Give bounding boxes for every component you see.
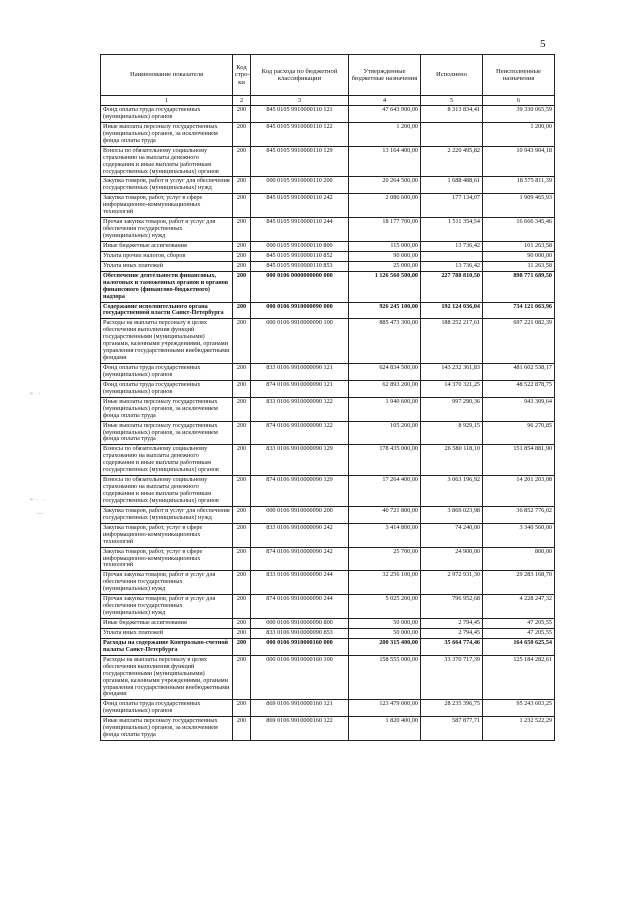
row-executed-cell: 1 511 354,54 <box>421 218 483 242</box>
row-classification-cell: 000 0106 0000000000 000 <box>251 271 349 302</box>
row-unexecuted-cell: 101 263,58 <box>483 241 555 251</box>
row-classification-cell: 874 0106 9910000090 129 <box>251 476 349 507</box>
row-executed-cell: 24 900,00 <box>421 547 483 571</box>
row-executed-cell: 2 794,45 <box>421 619 483 629</box>
row-executed-cell: 35 664 774,46 <box>421 638 483 655</box>
row-classification-cell: 845 0105 9910000110 242 <box>251 194 349 218</box>
row-executed-cell: 143 232 361,83 <box>421 364 483 381</box>
row-name-cell: Взносы по обязательному социальному страхованию на выплаты денежного содержания и иные выплаты работникам государственных (муниципальных) органов <box>101 146 233 177</box>
header-line-code: Код стро-ки <box>233 55 251 96</box>
row-approved-cell: 25 700,00 <box>349 547 421 571</box>
row-executed-cell <box>421 251 483 261</box>
row-name-cell: Взносы по обязательному социальному страхованию на выплаты денежного содержания и иные выплаты работникам государственных (муниципальных) органов <box>101 445 233 476</box>
table-row <box>101 595 555 619</box>
row-code-cell: 200 <box>233 251 251 261</box>
row-code-cell: 200 <box>233 445 251 476</box>
row-code-cell: 200 <box>233 547 251 571</box>
row-code-cell: 200 <box>233 476 251 507</box>
row-approved-cell: 885 473 300,00 <box>349 319 421 364</box>
row-name-cell: Закупка товаров, работ, услуг в сфере информационно-коммуникационных технологий <box>101 194 233 218</box>
row-classification-cell: 000 0106 9910000090 100 <box>251 319 349 364</box>
column-number: 5 <box>421 96 483 106</box>
row-approved-cell: 105 200,00 <box>349 421 421 445</box>
row-classification-cell: 869 0106 9910000160 121 <box>251 700 349 717</box>
row-code-cell: 200 <box>233 506 251 523</box>
column-number: 2 <box>233 96 251 106</box>
budget-execution-table <box>100 54 555 741</box>
row-classification-cell: 000 0106 9910000160 000 <box>251 638 349 655</box>
row-unexecuted-cell: 14 201 203,08 <box>483 476 555 507</box>
row-approved-cell: 17 264 400,00 <box>349 476 421 507</box>
table-row <box>101 364 555 381</box>
row-code-cell: 200 <box>233 319 251 364</box>
row-name-cell: Фонд оплаты труда государственных (муниципальных) органов <box>101 380 233 397</box>
row-unexecuted-cell: 164 650 625,54 <box>483 638 555 655</box>
row-code-cell: 200 <box>233 271 251 302</box>
table-row <box>101 122 555 146</box>
row-classification-cell: 845 0105 9910000110 244 <box>251 218 349 242</box>
row-classification-cell: 000 0106 9910000090 800 <box>251 619 349 629</box>
header-approved: Утвержденные бюджетные назначения <box>349 55 421 96</box>
row-executed-cell: 192 124 036,04 <box>421 302 483 319</box>
row-executed-cell: 2 220 495,82 <box>421 146 483 177</box>
margin-scribble-1: ≈ ·: <box>30 392 42 397</box>
row-unexecuted-cell: 10 943 904,18 <box>483 146 555 177</box>
row-executed-cell: 8 313 834,41 <box>421 106 483 123</box>
row-approved-cell: 200 315 400,00 <box>349 638 421 655</box>
row-name-cell: Закупка товаров, работ и услуг для обеспечения государственных (муниципальных) нужд <box>101 177 233 194</box>
row-approved-cell: 158 555 000,00 <box>349 655 421 700</box>
row-classification-cell: 000 0105 9910000110 800 <box>251 241 349 251</box>
row-code-cell: 200 <box>233 619 251 629</box>
row-unexecuted-cell: 943 309,64 <box>483 397 555 421</box>
row-classification-cell: 000 0106 9910000090 000 <box>251 302 349 319</box>
row-code-cell: 200 <box>233 717 251 741</box>
row-classification-cell: 833 0106 9910000090 244 <box>251 571 349 595</box>
table-row <box>101 251 555 261</box>
row-unexecuted-cell: 11 263,58 <box>483 261 555 271</box>
row-name-cell: Расходы на выплаты персоналу в целях обеспечения выполнения функций государственными (муниципальными) органами, казенными учреждениями, органами управления государственными внебюджетными фондами <box>101 655 233 700</box>
column-number: 3 <box>251 96 349 106</box>
table-row <box>101 717 555 741</box>
row-executed-cell: 13 736,42 <box>421 241 483 251</box>
row-code-cell: 200 <box>233 571 251 595</box>
row-executed-cell: 74 240,00 <box>421 523 483 547</box>
row-name-cell: Прочая закупка товаров, работ и услуг для обеспечения государственных (муниципальных) нужд <box>101 595 233 619</box>
row-classification-cell: 833 0106 9910000090 121 <box>251 364 349 381</box>
row-executed-cell: 1 688 488,61 <box>421 177 483 194</box>
table-row <box>101 476 555 507</box>
row-unexecuted-cell: 734 121 063,96 <box>483 302 555 319</box>
row-classification-cell: 845 0105 9910000110 129 <box>251 146 349 177</box>
row-approved-cell: 1 126 560 500,00 <box>349 271 421 302</box>
table-row <box>101 506 555 523</box>
row-approved-cell: 123 479 000,00 <box>349 700 421 717</box>
row-classification-cell: 845 0105 9910000110 852 <box>251 251 349 261</box>
row-classification-cell: 874 0106 9910000090 242 <box>251 547 349 571</box>
row-unexecuted-cell: 898 771 689,50 <box>483 271 555 302</box>
row-classification-cell: 845 0105 9910000110 853 <box>251 261 349 271</box>
row-name-cell: Иные выплаты персоналу государственных (муниципальных) органов, за исключением фонда оплаты труда <box>101 122 233 146</box>
row-classification-cell: 833 0106 9910000090 242 <box>251 523 349 547</box>
table-row <box>101 445 555 476</box>
row-unexecuted-cell: 96 270,85 <box>483 421 555 445</box>
row-approved-cell: 90 000,00 <box>349 251 421 261</box>
table-row <box>101 380 555 397</box>
row-unexecuted-cell: 95 243 603,25 <box>483 700 555 717</box>
row-executed-cell: 28 235 396,75 <box>421 700 483 717</box>
row-executed-cell: 177 134,07 <box>421 194 483 218</box>
table-row <box>101 638 555 655</box>
row-name-cell: Фонд оплаты труда государственных (муниципальных) органов <box>101 364 233 381</box>
table-row <box>101 421 555 445</box>
table-row <box>101 302 555 319</box>
row-unexecuted-cell: 697 221 082,39 <box>483 319 555 364</box>
table-row <box>101 628 555 638</box>
row-approved-cell: 624 834 500,00 <box>349 364 421 381</box>
row-executed-cell: 13 736,42 <box>421 261 483 271</box>
row-unexecuted-cell: 90 000,00 <box>483 251 555 261</box>
table-row <box>101 619 555 629</box>
row-classification-cell: 845 0105 9910000110 122 <box>251 122 349 146</box>
row-unexecuted-cell: 481 602 538,17 <box>483 364 555 381</box>
row-approved-cell: 2 086 600,00 <box>349 194 421 218</box>
row-name-cell: Взносы по обязательному социальному страхованию на выплаты денежного содержания и иные выплаты работникам государственных (муниципальных) органов <box>101 476 233 507</box>
row-unexecuted-cell: 3 340 560,00 <box>483 523 555 547</box>
row-executed-cell: 587 877,71 <box>421 717 483 741</box>
margin-scribble-3: ·~· <box>36 512 46 517</box>
row-code-cell: 200 <box>233 146 251 177</box>
row-executed-cell: 2 972 931,30 <box>421 571 483 595</box>
row-approved-cell: 13 164 400,00 <box>349 146 421 177</box>
row-name-cell: Прочая закупка товаров, работ и услуг для обеспечения государственных (муниципальных) нужд <box>101 218 233 242</box>
row-code-cell: 200 <box>233 302 251 319</box>
row-classification-cell: 833 0106 9910000090 129 <box>251 445 349 476</box>
table-body <box>101 106 555 741</box>
row-code-cell: 200 <box>233 638 251 655</box>
page-number: 5 <box>540 38 546 50</box>
row-approved-cell: 5 025 200,00 <box>349 595 421 619</box>
row-name-cell: Содержание исполнительного органа государственной власти Санкт-Петербурга <box>101 302 233 319</box>
table-row <box>101 106 555 123</box>
row-name-cell: Уплата иных платежей <box>101 628 233 638</box>
row-code-cell: 200 <box>233 523 251 547</box>
row-approved-cell: 25 000,00 <box>349 261 421 271</box>
row-unexecuted-cell: 36 852 776,02 <box>483 506 555 523</box>
row-code-cell: 200 <box>233 421 251 445</box>
row-code-cell: 200 <box>233 700 251 717</box>
row-executed-cell: 2 794,45 <box>421 628 483 638</box>
table-row <box>101 397 555 421</box>
row-approved-cell: 3 414 800,00 <box>349 523 421 547</box>
row-classification-cell: 874 0106 9910000090 121 <box>251 380 349 397</box>
row-executed-cell: 3 869 023,98 <box>421 506 483 523</box>
row-name-cell: Иные бюджетные ассигнования <box>101 241 233 251</box>
row-code-cell: 200 <box>233 241 251 251</box>
table-row <box>101 261 555 271</box>
table-row <box>101 319 555 364</box>
row-name-cell: Прочая закупка товаров, работ и услуг для обеспечения государственных (муниципальных) нужд <box>101 571 233 595</box>
row-approved-cell: 1 820 400,00 <box>349 717 421 741</box>
row-approved-cell: 62 893 200,00 <box>349 380 421 397</box>
row-code-cell: 200 <box>233 218 251 242</box>
table-row <box>101 655 555 700</box>
row-approved-cell: 50 000,00 <box>349 628 421 638</box>
row-classification-cell: 874 0106 9910000090 122 <box>251 421 349 445</box>
row-name-cell: Расходы на выплаты персоналу в целях обеспечения выполнения функций государственными (муниципальными) органами, казенными учреждениями, органами управления государственными внебюджетными фондами <box>101 319 233 364</box>
row-code-cell: 200 <box>233 364 251 381</box>
header-unexecuted: Неисполненные назначения <box>483 55 555 96</box>
header-name: Наименование показателя <box>101 55 233 96</box>
table-row <box>101 571 555 595</box>
row-name-cell: Уплата иных платежей <box>101 261 233 271</box>
row-classification-cell: 874 0106 9910000090 244 <box>251 595 349 619</box>
row-name-cell: Закупка товаров, работ, услуг в сфере информационно-коммуникационных технологий <box>101 547 233 571</box>
table-row <box>101 241 555 251</box>
row-classification-cell: 833 0106 9910000090 122 <box>251 397 349 421</box>
row-approved-cell: 18 177 700,00 <box>349 218 421 242</box>
row-approved-cell: 47 643 900,00 <box>349 106 421 123</box>
table-row <box>101 547 555 571</box>
row-classification-cell: 000 0106 9910000090 200 <box>251 506 349 523</box>
column-number: 1 <box>101 96 233 106</box>
row-executed-cell: 26 580 118,10 <box>421 445 483 476</box>
row-code-cell: 200 <box>233 628 251 638</box>
row-code-cell: 200 <box>233 122 251 146</box>
row-unexecuted-cell: 29 283 168,70 <box>483 571 555 595</box>
row-name-cell: Фонд оплаты труда государственных (муниципальных) органов <box>101 700 233 717</box>
row-classification-cell: 845 0105 9910000110 121 <box>251 106 349 123</box>
row-executed-cell: 796 952,68 <box>421 595 483 619</box>
row-executed-cell: 33 370 717,39 <box>421 655 483 700</box>
table-row <box>101 271 555 302</box>
row-executed-cell: 188 252 217,61 <box>421 319 483 364</box>
row-unexecuted-cell: 1 909 465,93 <box>483 194 555 218</box>
column-number: 6 <box>483 96 555 106</box>
row-executed-cell: 227 788 810,50 <box>421 271 483 302</box>
row-code-cell: 200 <box>233 380 251 397</box>
row-name-cell: Расходы на содержание Контрольно-счетной палаты Санкт-Петербурга <box>101 638 233 655</box>
table-row <box>101 146 555 177</box>
row-name-cell: Фонд оплаты труда государственных (муниципальных) органов <box>101 106 233 123</box>
margin-scribble-2: ≈·· ·. <box>30 498 47 503</box>
row-name-cell: Иные выплаты персоналу государственных (муниципальных) органов, за исключением фонда оплаты труда <box>101 421 233 445</box>
row-approved-cell: 32 256 100,00 <box>349 571 421 595</box>
table-row <box>101 700 555 717</box>
row-approved-cell: 1 200,00 <box>349 122 421 146</box>
row-executed-cell <box>421 122 483 146</box>
row-approved-cell: 926 245 100,00 <box>349 302 421 319</box>
table-row <box>101 218 555 242</box>
row-approved-cell: 178 435 000,00 <box>349 445 421 476</box>
row-unexecuted-cell: 1 232 522,29 <box>483 717 555 741</box>
row-unexecuted-cell: 47 205,55 <box>483 628 555 638</box>
row-classification-cell: 000 0105 9910000110 200 <box>251 177 349 194</box>
row-code-cell: 200 <box>233 177 251 194</box>
row-name-cell: Закупка товаров, работ и услуг для обеспечения государственных (муниципальных) нужд <box>101 506 233 523</box>
row-approved-cell: 50 000,00 <box>349 619 421 629</box>
row-unexecuted-cell: 39 330 065,59 <box>483 106 555 123</box>
row-approved-cell: 40 721 800,00 <box>349 506 421 523</box>
row-code-cell: 200 <box>233 106 251 123</box>
header-classification: Код расхода по бюджетной классификации <box>251 55 349 96</box>
row-code-cell: 200 <box>233 261 251 271</box>
row-executed-cell: 997 290,36 <box>421 397 483 421</box>
row-code-cell: 200 <box>233 397 251 421</box>
column-number: 4 <box>349 96 421 106</box>
row-name-cell: Закупка товаров, работ, услуг в сфере информационно-коммуникационных технологий <box>101 523 233 547</box>
table-row <box>101 194 555 218</box>
row-code-cell: 200 <box>233 194 251 218</box>
row-unexecuted-cell: 1 200,00 <box>483 122 555 146</box>
row-unexecuted-cell: 125 184 282,61 <box>483 655 555 700</box>
row-approved-cell: 20 264 500,00 <box>349 177 421 194</box>
row-executed-cell: 14 370 321,25 <box>421 380 483 397</box>
row-name-cell: Обеспечение деятельности финансовых, налоговых и таможенных органов и органов финансового (финансово-бюджетного) надзора <box>101 271 233 302</box>
row-approved-cell: 1 940 600,00 <box>349 397 421 421</box>
row-name-cell: Иные бюджетные ассигнования <box>101 619 233 629</box>
row-name-cell: Уплата прочих налогов, сборов <box>101 251 233 261</box>
row-classification-cell: 869 0106 9910000160 122 <box>251 717 349 741</box>
row-executed-cell: 3 063 196,92 <box>421 476 483 507</box>
row-unexecuted-cell: 4 228 247,32 <box>483 595 555 619</box>
row-unexecuted-cell: 48 522 878,75 <box>483 380 555 397</box>
row-code-cell: 200 <box>233 655 251 700</box>
row-executed-cell: 8 929,15 <box>421 421 483 445</box>
row-unexecuted-cell: 151 854 881,90 <box>483 445 555 476</box>
row-classification-cell: 000 0106 9910000160 100 <box>251 655 349 700</box>
table-row <box>101 177 555 194</box>
row-name-cell: Иные выплаты персоналу государственных (муниципальных) органов, за исключением фонда оплаты труда <box>101 397 233 421</box>
row-name-cell: Иные выплаты персоналу государственных (муниципальных) органов, за исключением фонда оплаты труда <box>101 717 233 741</box>
header-executed: Исполнено <box>421 55 483 96</box>
row-unexecuted-cell: 18 575 811,39 <box>483 177 555 194</box>
row-unexecuted-cell: 16 666 345,46 <box>483 218 555 242</box>
row-unexecuted-cell: 800,00 <box>483 547 555 571</box>
row-unexecuted-cell: 47 205,55 <box>483 619 555 629</box>
row-approved-cell: 115 000,00 <box>349 241 421 251</box>
table-row <box>101 523 555 547</box>
row-classification-cell: 833 0106 9910000090 853 <box>251 628 349 638</box>
row-code-cell: 200 <box>233 595 251 619</box>
